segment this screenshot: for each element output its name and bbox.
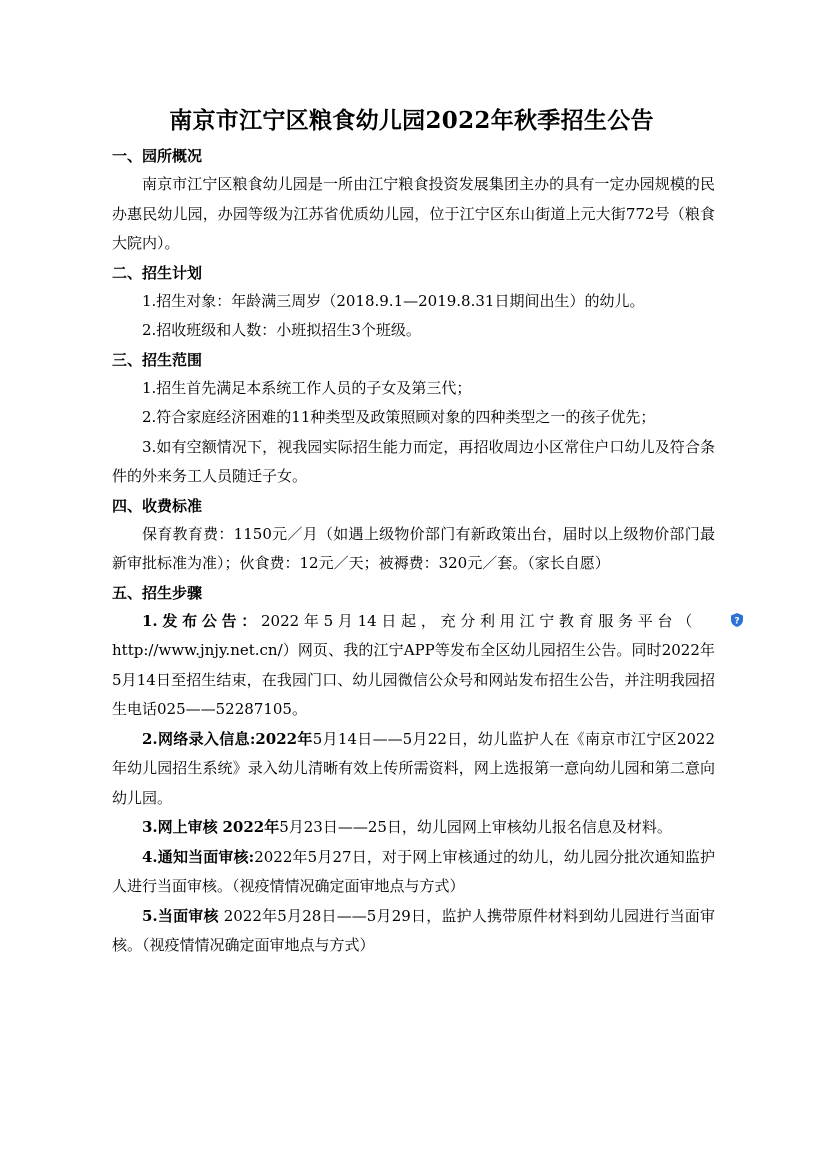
step-4-label: 4.通知当面审核: [142, 847, 255, 866]
plan-item-1: 1.招生对象：年龄满三周岁（2018.9.1—2019.8.31日期间出生）的幼儿。 [142, 291, 645, 310]
fees-paragraph: 保育教育费：1150元／月（如遇上级物价部门有新政策出台，届时以上级物价部门最新审批标准为准）；伙食费：12元／天；被褥费：320元／套。（家长自愿） [112, 524, 715, 572]
svg-text:?: ? [734, 616, 740, 626]
step-1-label: 1.发布公告： [142, 611, 261, 630]
step-3 [112, 813, 715, 843]
step-5-text: 2022年5月28日——5月29日，监护人携带原件材料到幼儿园进行当面审核。（视疫情情况确定面审地点与方式） [112, 906, 715, 954]
step-1 [112, 607, 740, 725]
step-4 [112, 843, 715, 902]
section-heading-fees: 四、收费标准 [112, 496, 203, 515]
scope-item-3: 3.如有空额情况下，视我园实际招生能力而定，再招收周边小区常住户口幼儿及符合条件的外来务工人员随迁子女。 [112, 437, 715, 485]
step-3-label-year: 2022年 [222, 818, 280, 836]
step-3-label: 3.网上审核 [142, 818, 218, 836]
step-5 [112, 902, 715, 961]
document-title: 南京市江宁区粮食幼儿园2022年秋季招生公告 [169, 107, 654, 134]
step-3-text: 5月23日——25日，幼儿园网上审核幼儿报名信息及材料。 [279, 818, 672, 836]
step-2-label: 2.网络录入信息: [142, 729, 256, 748]
step-2-text: 5月14日——5月22日，幼儿监护人在《南京市江宁区2022年幼儿园招生系统》录入幼儿清晰有效上传所需资料，网上选报第一意向幼儿园和第二意向幼儿园。 [112, 729, 716, 807]
section-heading-scope: 三、招生范围 [112, 350, 203, 369]
step-1-text-b: http://www.jnjy.net.cn/）网页、我的江宁APP等发布全区幼儿园招生公告。同时2022年5月14日至招生结束，在我园门口、幼儿园微信公众号和网站发布招生公告，并注明我园招生电话025——52287105。 [112, 641, 715, 718]
scope-item-1: 1.招生首先满足本系统工作人员的子女及第三代； [142, 378, 472, 397]
section-heading-plan: 二、招生计划 [112, 263, 203, 282]
overview-paragraph: 南京市江宁区粮食幼儿园是一所由江宁粮食投资发展集团主办的具有一定办园规模的民办惠民幼儿园，办园等级为江苏省优质幼儿园，位于江宁区东山街道上元大街772号（粮食大院内）。 [112, 175, 715, 252]
shield-icon [699, 609, 740, 626]
section-heading-steps: 五、招生步骤 [112, 583, 203, 602]
step-2 [112, 725, 715, 814]
plan-item-2: 2.招收班级和人数：小班拟招生3个班级。 [142, 321, 421, 339]
step-4-text: 2022年5月27日，对于网上审核通过的幼儿，幼儿园分批次通知监护人进行当面审核。（视疫情情况确定面审地点与方式） [112, 847, 715, 895]
scope-item-2: 2.符合家庭经济困难的11种类型及政策照顾对象的四种类型之一的孩子优先； [142, 408, 656, 426]
step-5-label: 5.当面审核 [142, 906, 219, 925]
section-heading-overview: 一、园所概况 [112, 147, 203, 165]
step-2-label-year: 2022年 [255, 729, 313, 748]
step-1-text-a: 2022年5月14日起，充分利用江宁教育服务平台（ [261, 611, 697, 630]
